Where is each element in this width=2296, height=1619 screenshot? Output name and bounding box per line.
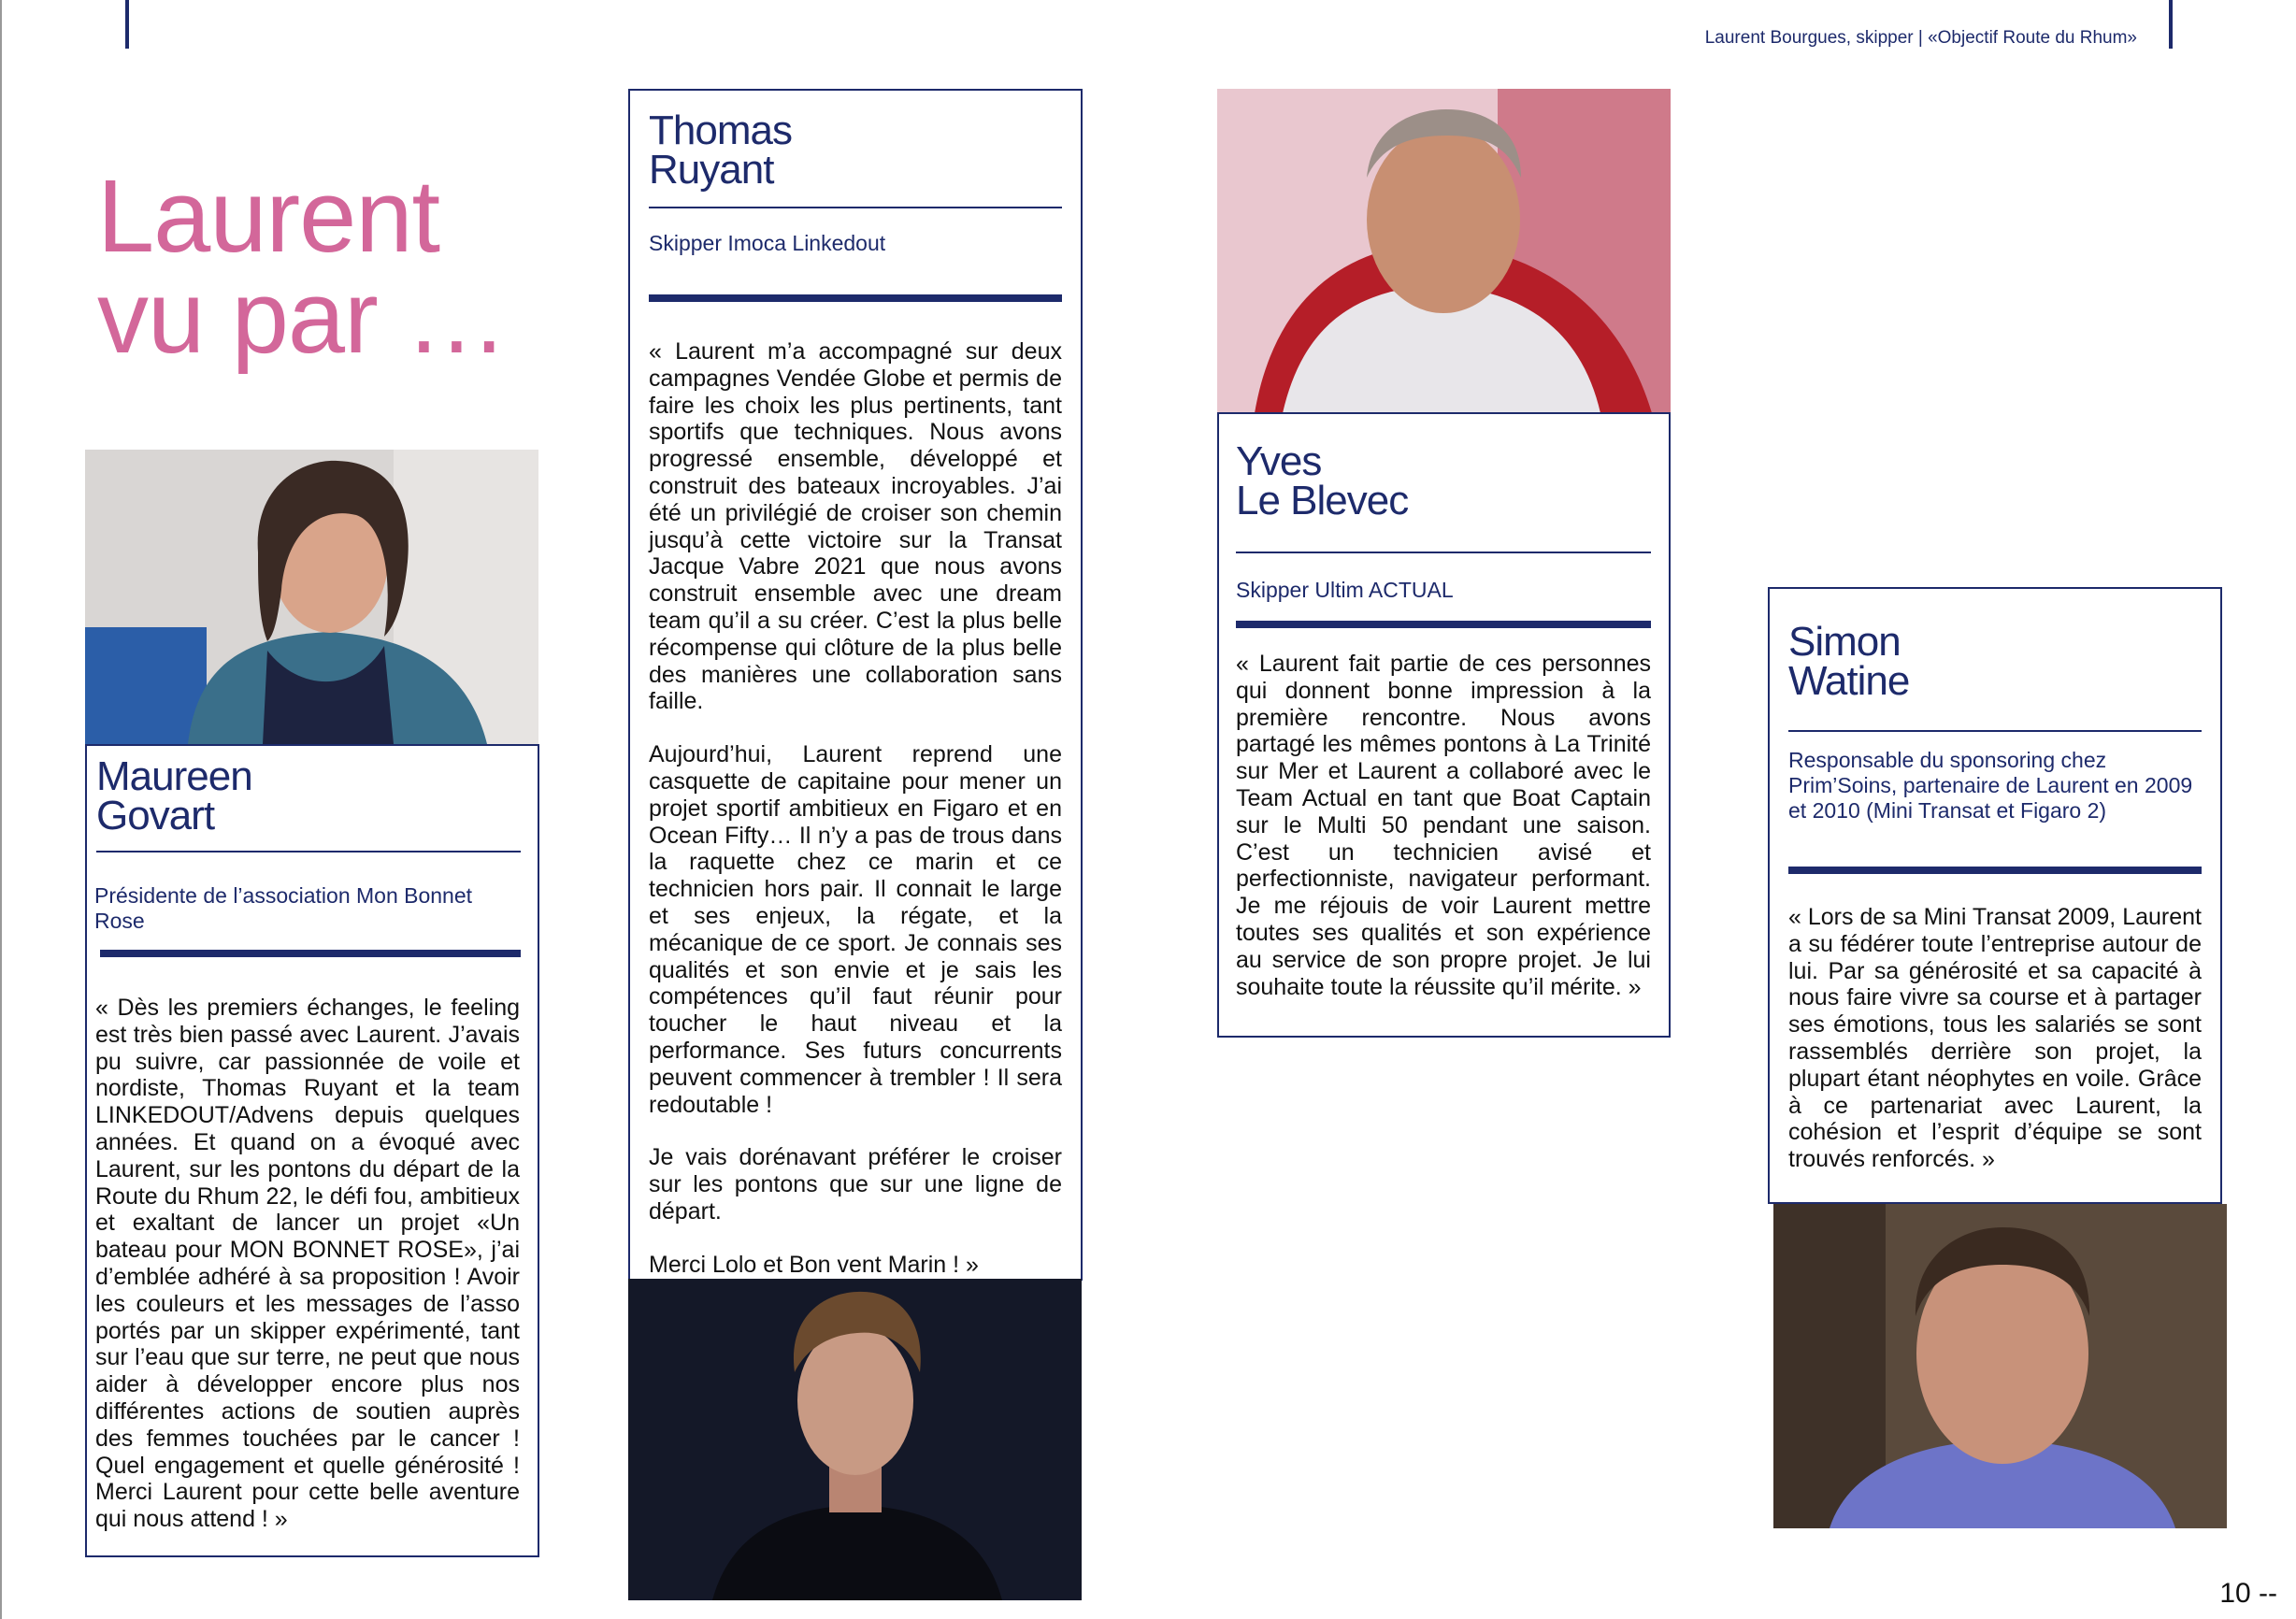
thomas-thick-divider [649,294,1062,302]
simon-divider [1788,730,2202,732]
simon-thick-divider [1788,867,2202,874]
page-title-line1: Laurent [97,159,440,274]
card-simon-watine [1768,587,2222,1204]
simon-portrait-illustration [1773,1204,2227,1528]
simon-role: Responsable du sponsoring chez Prim’Soins, partenaire de Laurent en 2009 et 2010 (Mini Transat et Figaro 2) [1788,748,2193,823]
thomas-quote-p2: Aujourd’hui, Laurent reprend une casquette de capitaine pour mener un projet sportif ambitieux en Figaro et en Ocean Fifty… Il n’y a pas de trous dans la raquette chez ce marin et ce technicien hors pair. Il connait le large et ses enjeux, la régate, et la mécanique de ce sport. Je connais ses qualités et son envie et je sais les compétences qu’il faut réunir pour toucher le haut niveau et la performance. Ses futurs concurrents peuvent commencer à trembler ! Il sera redoutable ! [649,741,1062,1118]
thomas-portrait-illustration [628,1279,1082,1600]
yves-role: Skipper Ultim ACTUAL [1236,578,1454,602]
maureen-thick-divider [100,950,521,957]
maureen-photo [85,450,538,744]
running-header: Laurent Bourgues, skipper | «Objectif Route du Rhum» [1704,28,2137,48]
card-maureen-govart [85,744,539,1557]
simon-name: Simon Watine [1788,619,1910,704]
maureen-name: Maureen Govart [96,753,252,838]
maureen-portrait-illustration [85,450,538,744]
maureen-divider [96,851,521,852]
page-number: 10 -- [2219,1578,2277,1609]
thomas-divider [649,207,1062,208]
maureen-quote: « Dès les premiers échanges, le feeling est très bien passé avec Laurent. J’avais pu suivre, car passionnée de voile et nordiste, Thomas Ruyant et la team LINKEDOUT/Advens depuis quelques années. Et quand on a évoqué avec Laurent, sur les pontons du départ de la Route du Rhum 22, le défi fou, ambitieux et exaltant de lancer un projet «Un bateau pour MON BONNET ROSE», j’ai d’emblée adhéré à sa proposition ! Avoir les couleurs et les messages de l’asso portés par un skipper expérimenté, tant sur l’eau que sur terre, ne peut que nous aider à développer encore plus nos différentes actions de soutien auprès des femmes touchées par le cancer ! Quel engagement et quelle générosité ! Merci Laurent pour cette belle aventure qui nous attend ! » [95,995,520,1533]
header-rule-right [2169,0,2173,49]
page-title [97,159,508,375]
card-thomas-ruyant [628,89,1083,1281]
yves-quote: « Laurent fait partie de ces personnes qui donnent bonne impression à la première rencontre. Nous avons partagé les mêmes pontons à La Trinité sur Mer et Laurent a collaboré avec le Team Actual en tant que Boat Captain sur le Multi 50 pendant une saison. C’est un technicien avisé et perfectionniste, navigateur performant. Je me réjouis de voir Laurent mettre toutes ses qualités et son expérience au service de son propre projet. Je lui souhaite toute la réussite qu’il mérite. » [1236,651,1651,1000]
yves-divider [1236,552,1651,553]
thomas-name: Thomas Ruyant [649,107,792,193]
yves-photo [1217,89,1671,413]
thomas-quote [649,338,1062,1279]
maureen-role: Présidente de l’association Mon Bonnet Rose [94,883,473,933]
thomas-quote-p4: Merci Lolo et Bon vent Marin ! » [649,1251,979,1278]
header-rule-left [125,0,129,49]
thomas-quote-p1: « Laurent m’a accompagné sur deux campagnes Vendée Globe et permis de faire les choix les plus pertinents, tant sportifs que techniques. Nous avons progressé ensemble, développé et construit des bateaux incroyables. J’ai été un privilégié de croiser son chemin jusqu’à cette victoire sur la Transat Jacque Vabre 2021 que nous avons construit ensemble avec une dream team qu’il a su créer. C’est la plus belle récompense qui clôture de la plus belle des manières une collaboration sans faille. [649,338,1062,715]
yves-name: Yves Le Blevec [1236,438,1409,523]
simon-quote: « Lors de sa Mini Transat 2009, Laurent a su fédérer toute l’entreprise autour de lui. Par sa générosité et sa capacité à nous faire vivre sa course et à partager ses émotions, tous les salariés se sont rassemblés derrière son projet, la plupart étant néophytes en voile. Grâce à ce partenariat avec Laurent, la cohésion et l’esprit d’équipe se sont trouvés renforcés. » [1788,904,2202,1173]
page-title-line2: vu par … [97,260,508,375]
yves-thick-divider [1236,621,1651,628]
card-yves-le-blevec [1217,412,1671,1038]
thomas-photo [628,1279,1082,1600]
thomas-quote-p3: Je vais dorénavant préférer le croiser sur les pontons que sur une ligne de départ. [649,1144,1062,1225]
yves-portrait-illustration [1217,89,1671,413]
thomas-role: Skipper Imoca Linkedout [649,231,886,255]
simon-photo [1773,1204,2227,1528]
page-edge [0,0,2,1619]
